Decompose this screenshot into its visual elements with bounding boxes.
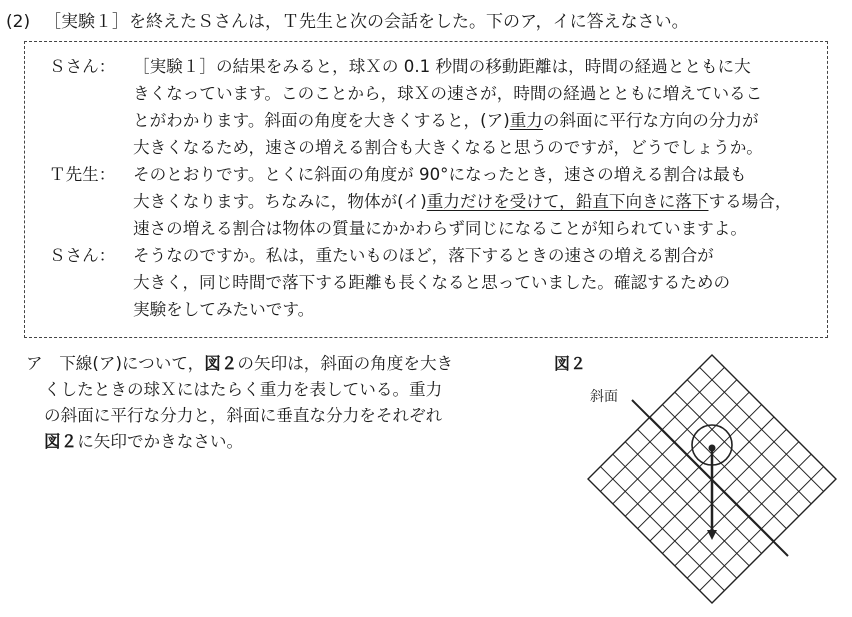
figure-label: 図２ xyxy=(554,354,587,373)
underline-mark-a: (ア) xyxy=(480,111,510,130)
question-text: ［実験１］を終えたＳさんは，Ｔ先生と次の会話をした。下のア，イに答えなさい。 xyxy=(44,12,689,32)
dialog-line-with-underline xyxy=(133,107,759,134)
dialog-box xyxy=(24,41,828,338)
question-number: (2) xyxy=(6,12,31,32)
dialog-line-text: 大きくなります。ちなみに，物体が xyxy=(133,192,398,211)
underlined-gravity-b: 重力だけを受けて，鉛直下向きに落下 xyxy=(426,192,709,211)
underline-mark-b: (イ) xyxy=(397,192,427,211)
figure-reference: 図２ xyxy=(204,354,238,373)
task-line: の斜面に平行な分力と，斜面に垂直な分力をそれぞれ xyxy=(44,406,443,425)
question-heading xyxy=(6,10,689,34)
dialog-line: 実験をしてみたいです。 xyxy=(133,300,315,319)
task-line xyxy=(44,429,243,455)
dialog-line: そのとおりです。とくに斜面の角度が 90°になったとき，速さの増える割合は最も xyxy=(133,165,747,184)
task-line: くしたときの球Ｘにはたらく重力を表している。重力 xyxy=(44,380,443,399)
square-grid xyxy=(570,345,842,613)
dialog-line: 速さの増える割合は物体の質量にかかわらず同じになることが知られていますよ。 xyxy=(133,219,747,238)
task-text: の矢印は，斜面の角度を大き xyxy=(237,354,454,373)
task-line xyxy=(26,351,453,377)
task-text: 下線(ア)について， xyxy=(59,354,205,373)
underlined-gravity-a: 重力 xyxy=(509,111,543,130)
speaker-label: Ｓさん： xyxy=(49,57,116,76)
slope-line xyxy=(632,400,788,556)
figure-2-diagram xyxy=(570,345,842,613)
dialog-line: 大きく，同じ時間で落下する距離も長くなると思っていました。確認するための xyxy=(133,273,731,292)
slope-label: 斜面 xyxy=(590,389,618,405)
speaker-label: Ｓさん： xyxy=(49,246,116,265)
dialog-line: ［実験１］の結果をみると，球Ｘの 0.1 秒間の移動距離は，時間の経過とともに大 xyxy=(133,57,751,76)
dialog-line: 大きくなるため，速さの増える割合も大きくなると思うのですが，どうでしょうか。 xyxy=(133,138,763,157)
dialog-line-with-underline xyxy=(133,188,791,215)
task-text: に矢印でかきなさい。 xyxy=(77,432,244,451)
dialog-line-tail: する場合， xyxy=(708,192,792,211)
dialog-line-tail: の斜面に平行な方向の分力が xyxy=(542,111,759,130)
figure-reference: 図２ xyxy=(44,432,78,451)
speaker-label: Ｔ先生： xyxy=(49,165,116,184)
task-marker: ア xyxy=(26,354,43,373)
dialog-line: きくなっています。このことから，球Ｘの速さが，時間の経過とともに増えているこ xyxy=(133,84,763,103)
dialog-line: そうなのですか。私は，重たいものほど，落下するときの速さの増える割合が xyxy=(133,246,714,265)
dialog-line-text: とがわかります。斜面の角度を大きくすると， xyxy=(133,111,481,130)
